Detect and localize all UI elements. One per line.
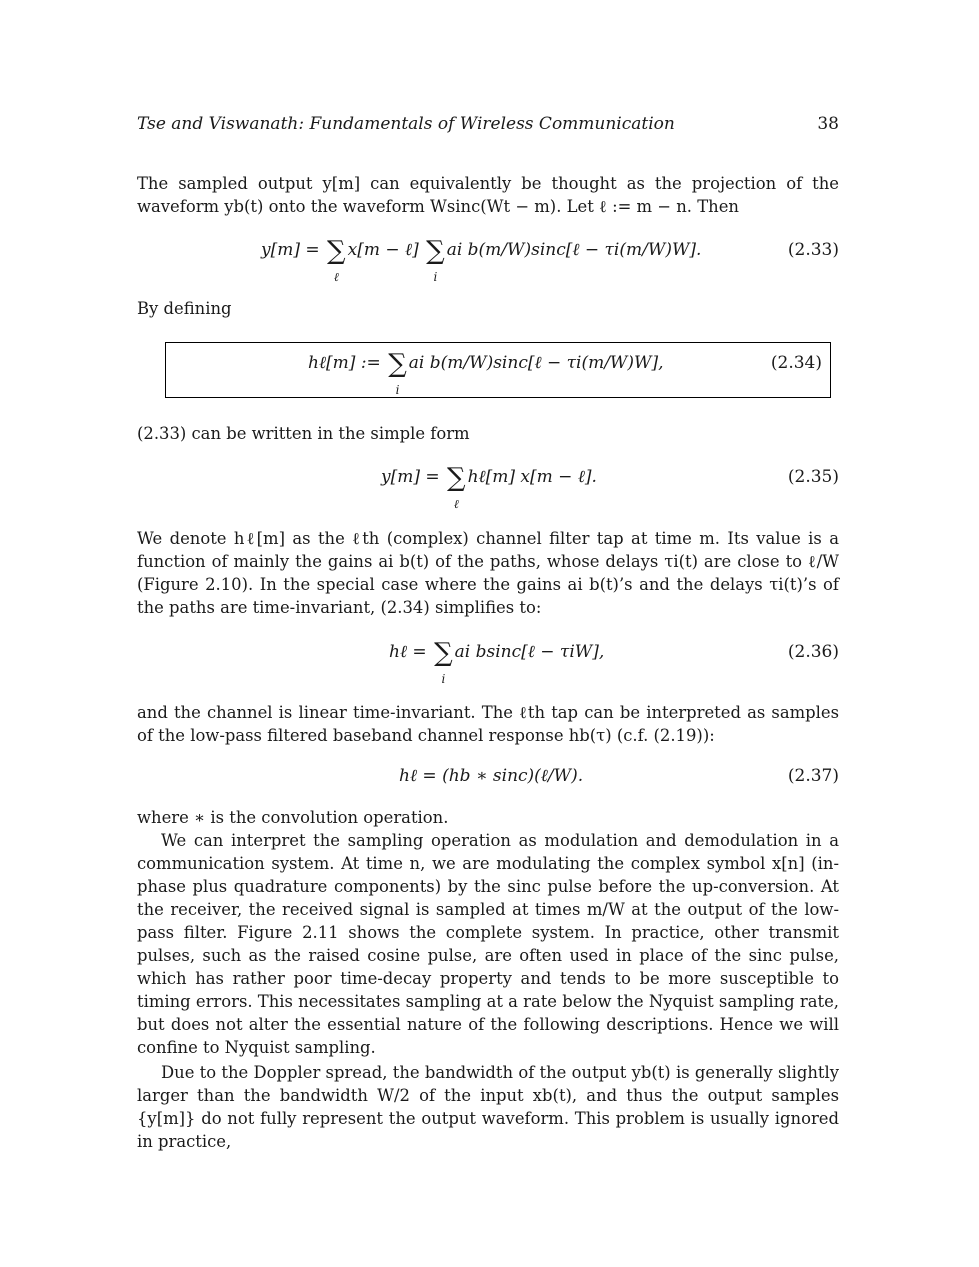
sum-symbol: ∑ ℓ	[447, 468, 466, 488]
eq235-lhs: y[m] =	[381, 467, 446, 487]
eq233-lhs: y[m] =	[261, 240, 326, 260]
equation-2-33-expr	[261, 236, 702, 284]
eq234-lhs: hℓ[m] :=	[308, 353, 387, 373]
equation-2-35-expr	[381, 463, 597, 511]
sum-symbol: ∑ i	[426, 241, 445, 261]
equation-2-35	[137, 463, 839, 523]
eq233-rhs: ai b(m/W)sinc[ℓ − τi(m/W)W].	[446, 240, 702, 260]
eq233-mid: x[m − ℓ]	[347, 240, 419, 260]
equation-number: (2.34)	[770, 353, 822, 373]
sum-index: i	[395, 383, 400, 397]
sum-index: ℓ	[333, 270, 339, 284]
sum-symbol: ∑ ℓ	[327, 241, 346, 261]
equation-2-36-expr	[389, 638, 605, 686]
sum-index: ℓ	[453, 497, 459, 511]
paragraph-3: (2.33) can be written in the simple form	[137, 424, 470, 443]
equation-2-34-box	[165, 342, 831, 398]
running-header	[137, 114, 839, 134]
sum-symbol: ∑ i	[388, 354, 407, 374]
paragraph-5: and the channel is linear time-invariant. The ℓth tap can be interpreted as samples of the low-pass filtered baseband channel response hb(τ) (c.f. (2.19)):	[137, 703, 839, 745]
equation-number: (2.35)	[787, 467, 839, 487]
equation-2-36	[137, 638, 839, 698]
paragraph-6: where ∗ is the convolution operation.	[137, 808, 449, 827]
eq236-lhs: hℓ =	[389, 642, 433, 662]
eq234-rhs: ai b(m/W)sinc[ℓ − τi(m/W)W],	[408, 353, 664, 373]
equation-2-34-expr	[308, 349, 664, 397]
eq236-rhs: ai bsinc[ℓ − τiW],	[454, 642, 605, 662]
header-title: Tse and Viswanath: Fundamentals of Wireless Communication	[137, 114, 675, 134]
paragraph-1: The sampled output y[m] can equivalently be thought as the projection of the waveform yb(t) onto the waveform Wsinc(Wt − m). Let ℓ := m − n. Then	[137, 174, 839, 216]
paragraph-7: We can interpret the sampling operation as modulation and demodulation in a communication system. At time n, we are modulating the complex symbol x[n] (in-phase plus quadrature components) by the sinc pulse before the up-conversion. At the receiver, the received signal is sampled at times m/W at the output of the low-pass filter. Figure 2.11 shows the complete system. In practice, other transmit pulses, such as the raised cosine pulse, are often used in place of the sinc pulse, which has rather poor time-decay property and tends to be more susceptible to timing errors. This necessitates sampling at a rate below the Nyquist sampling rate, but does not alter the essential nature of the following descriptions. Hence we will confine to Nyquist sampling.	[137, 831, 839, 1057]
equation-2-33	[137, 236, 839, 296]
sum-symbol: ∑ i	[434, 643, 453, 663]
paragraph-2: By defining	[137, 299, 232, 318]
sum-index: i	[441, 672, 446, 686]
equation-number: (2.36)	[787, 642, 839, 662]
paragraph-8: Due to the Doppler spread, the bandwidth of the output yb(t) is generally slightly larger than the bandwidth W/2 of the input xb(t), and thus the output samples {y[m]} do not fully represent the output waveform. This problem is usually ignored in practice,	[137, 1063, 839, 1151]
eq237-expr: hℓ = (hb ∗ sinc)(ℓ/W).	[399, 766, 584, 786]
equation-number: (2.37)	[787, 766, 839, 786]
page-number: 38	[817, 114, 839, 134]
sum-index: i	[433, 270, 438, 284]
eq235-rhs: hℓ[m] x[m − ℓ].	[467, 467, 597, 487]
equation-2-37-expr	[399, 766, 583, 786]
equation-number: (2.33)	[787, 240, 839, 260]
paragraph-4: We denote hℓ[m] as the ℓth (complex) channel filter tap at time m. Its value is a function of mainly the gains ai b(t) of the paths, whose delays τi(t) are close to ℓ/W (Figure 2.10). In the special case where the gains ai b(t)’s and the delays τi(t)’s of the paths are time-invariant, (2.34) simplifies to:	[137, 529, 839, 617]
